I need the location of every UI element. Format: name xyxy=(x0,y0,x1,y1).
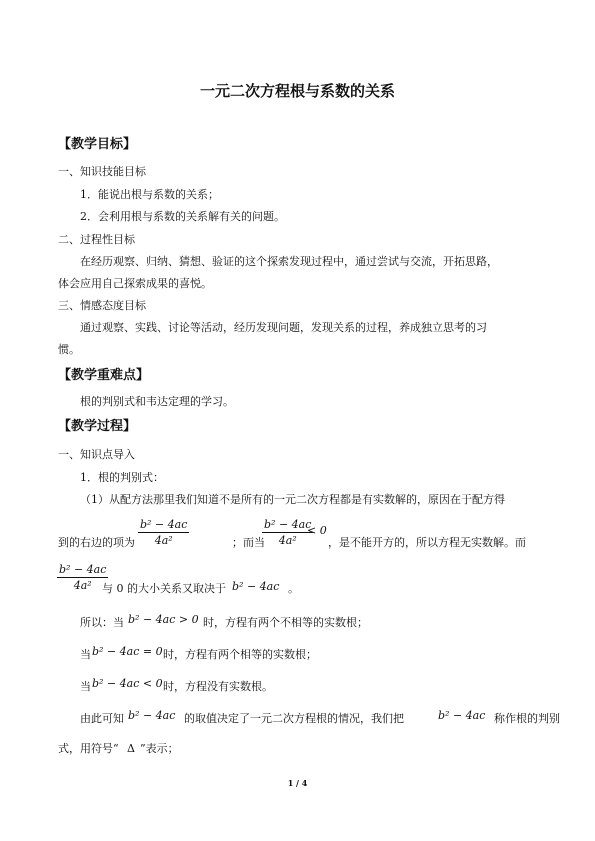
key-points-heading: 【教学重难点】 xyxy=(58,368,150,383)
goal-2-heading: 二、过程性目标 xyxy=(58,233,135,246)
goal-3-heading: 三、情感态度目标 xyxy=(58,299,146,312)
process-heading: 【教学过程】 xyxy=(58,419,137,434)
goal-3-text-line-1: 通过观察、实践、讨论等活动，经历发现问题，发现关系的过程，养成独立思考的习 xyxy=(80,321,487,334)
case-greater-text: 时，方程有两个不相等的实数根； xyxy=(203,616,368,629)
case-equal-text: 时，方程有两个相等的实数根； xyxy=(163,648,317,661)
conclusion-line-2-end: ”表示； xyxy=(140,742,179,755)
goal-1-item-1: 1．能说出根与系数的关系； xyxy=(80,188,219,201)
case-less-expression: b² − 4ac < 0 xyxy=(92,677,163,690)
paragraph-line-1: （1）从配方法那里我们知道不是所有的一元二次方程都是有实数解的，原因在于配方得 xyxy=(80,493,505,506)
goal-3-text-line-2: 惯。 xyxy=(58,343,80,356)
discriminant-heading: 1．根的判别式： xyxy=(80,471,164,484)
conclusion-middle: 的取值决定了一元二次方程根的情况，我们把 xyxy=(184,712,404,725)
key-points-text: 根的判别式和韦达定理的学习。 xyxy=(80,395,234,408)
paragraph-line-3-end: 。 xyxy=(288,582,299,595)
delta-symbol: Δ xyxy=(127,742,135,755)
fraction-expression xyxy=(138,518,189,547)
case-greater-expression: b² − 4ac > 0 xyxy=(128,613,199,626)
process-intro-heading: 一、知识点导入 xyxy=(58,448,135,461)
page-title: 一元二次方程根与系数的关系 xyxy=(199,82,395,100)
fraction-expression-3 xyxy=(57,563,108,592)
case-greater-prefix: 所以：当 xyxy=(80,616,124,629)
goals-heading: 【教学目标】 xyxy=(58,137,137,152)
less-than-zero: < 0 xyxy=(307,524,327,537)
paragraph-line-3: 与 0 的大小关系又取决于 xyxy=(102,582,226,595)
paragraph-line-2-end: ，是不能开方的，所以方程无实数解。而 xyxy=(328,536,526,549)
fraction-denominator-3: 4a² xyxy=(73,579,92,592)
case-equal-expression: b² − 4ac = 0 xyxy=(92,645,163,658)
fraction-denominator-2: 4a² xyxy=(278,534,297,547)
fraction-expression-2 xyxy=(262,518,313,547)
conclusion-line-2-start: 式，用符号“ xyxy=(58,742,119,755)
goal-1-heading: 一、知识技能目标 xyxy=(58,165,146,178)
paragraph-line-2-start: 到的右边的项为 xyxy=(58,536,135,549)
goal-2-text-line-1: 在经历观察、归纳、猜想、验证的这个探索发现过程中，通过尝试与交流，开拓思路， xyxy=(80,255,498,268)
conclusion-start: 由此可知 xyxy=(80,712,124,725)
fraction-denominator: 4a² xyxy=(154,534,173,547)
discriminant-expression: b² − 4ac xyxy=(232,580,280,593)
goal-1-item-2: 2．会利用根与系数的关系解有关的问题。 xyxy=(80,210,285,223)
case-less-text: 时，方程没有实数根。 xyxy=(163,680,273,693)
case-less-prefix: 当 xyxy=(80,680,91,693)
goal-2-text-line-2: 体会应用自己探索成果的喜悦。 xyxy=(58,277,212,290)
conclusion-discriminant-2: b² − 4ac xyxy=(438,709,486,722)
paragraph-line-2-middle: ；而当 xyxy=(232,536,265,549)
fraction-numerator: b² − 4ac xyxy=(140,518,188,531)
conclusion-discriminant-1: b² − 4ac xyxy=(128,709,176,722)
fraction-numerator-2: b² − 4ac xyxy=(264,518,312,531)
case-equal-prefix: 当 xyxy=(80,648,91,661)
page-number: 1 / 4 xyxy=(287,778,308,788)
fraction-numerator-3: b² − 4ac xyxy=(59,563,107,576)
conclusion-end: 称作根的判别 xyxy=(494,712,560,725)
